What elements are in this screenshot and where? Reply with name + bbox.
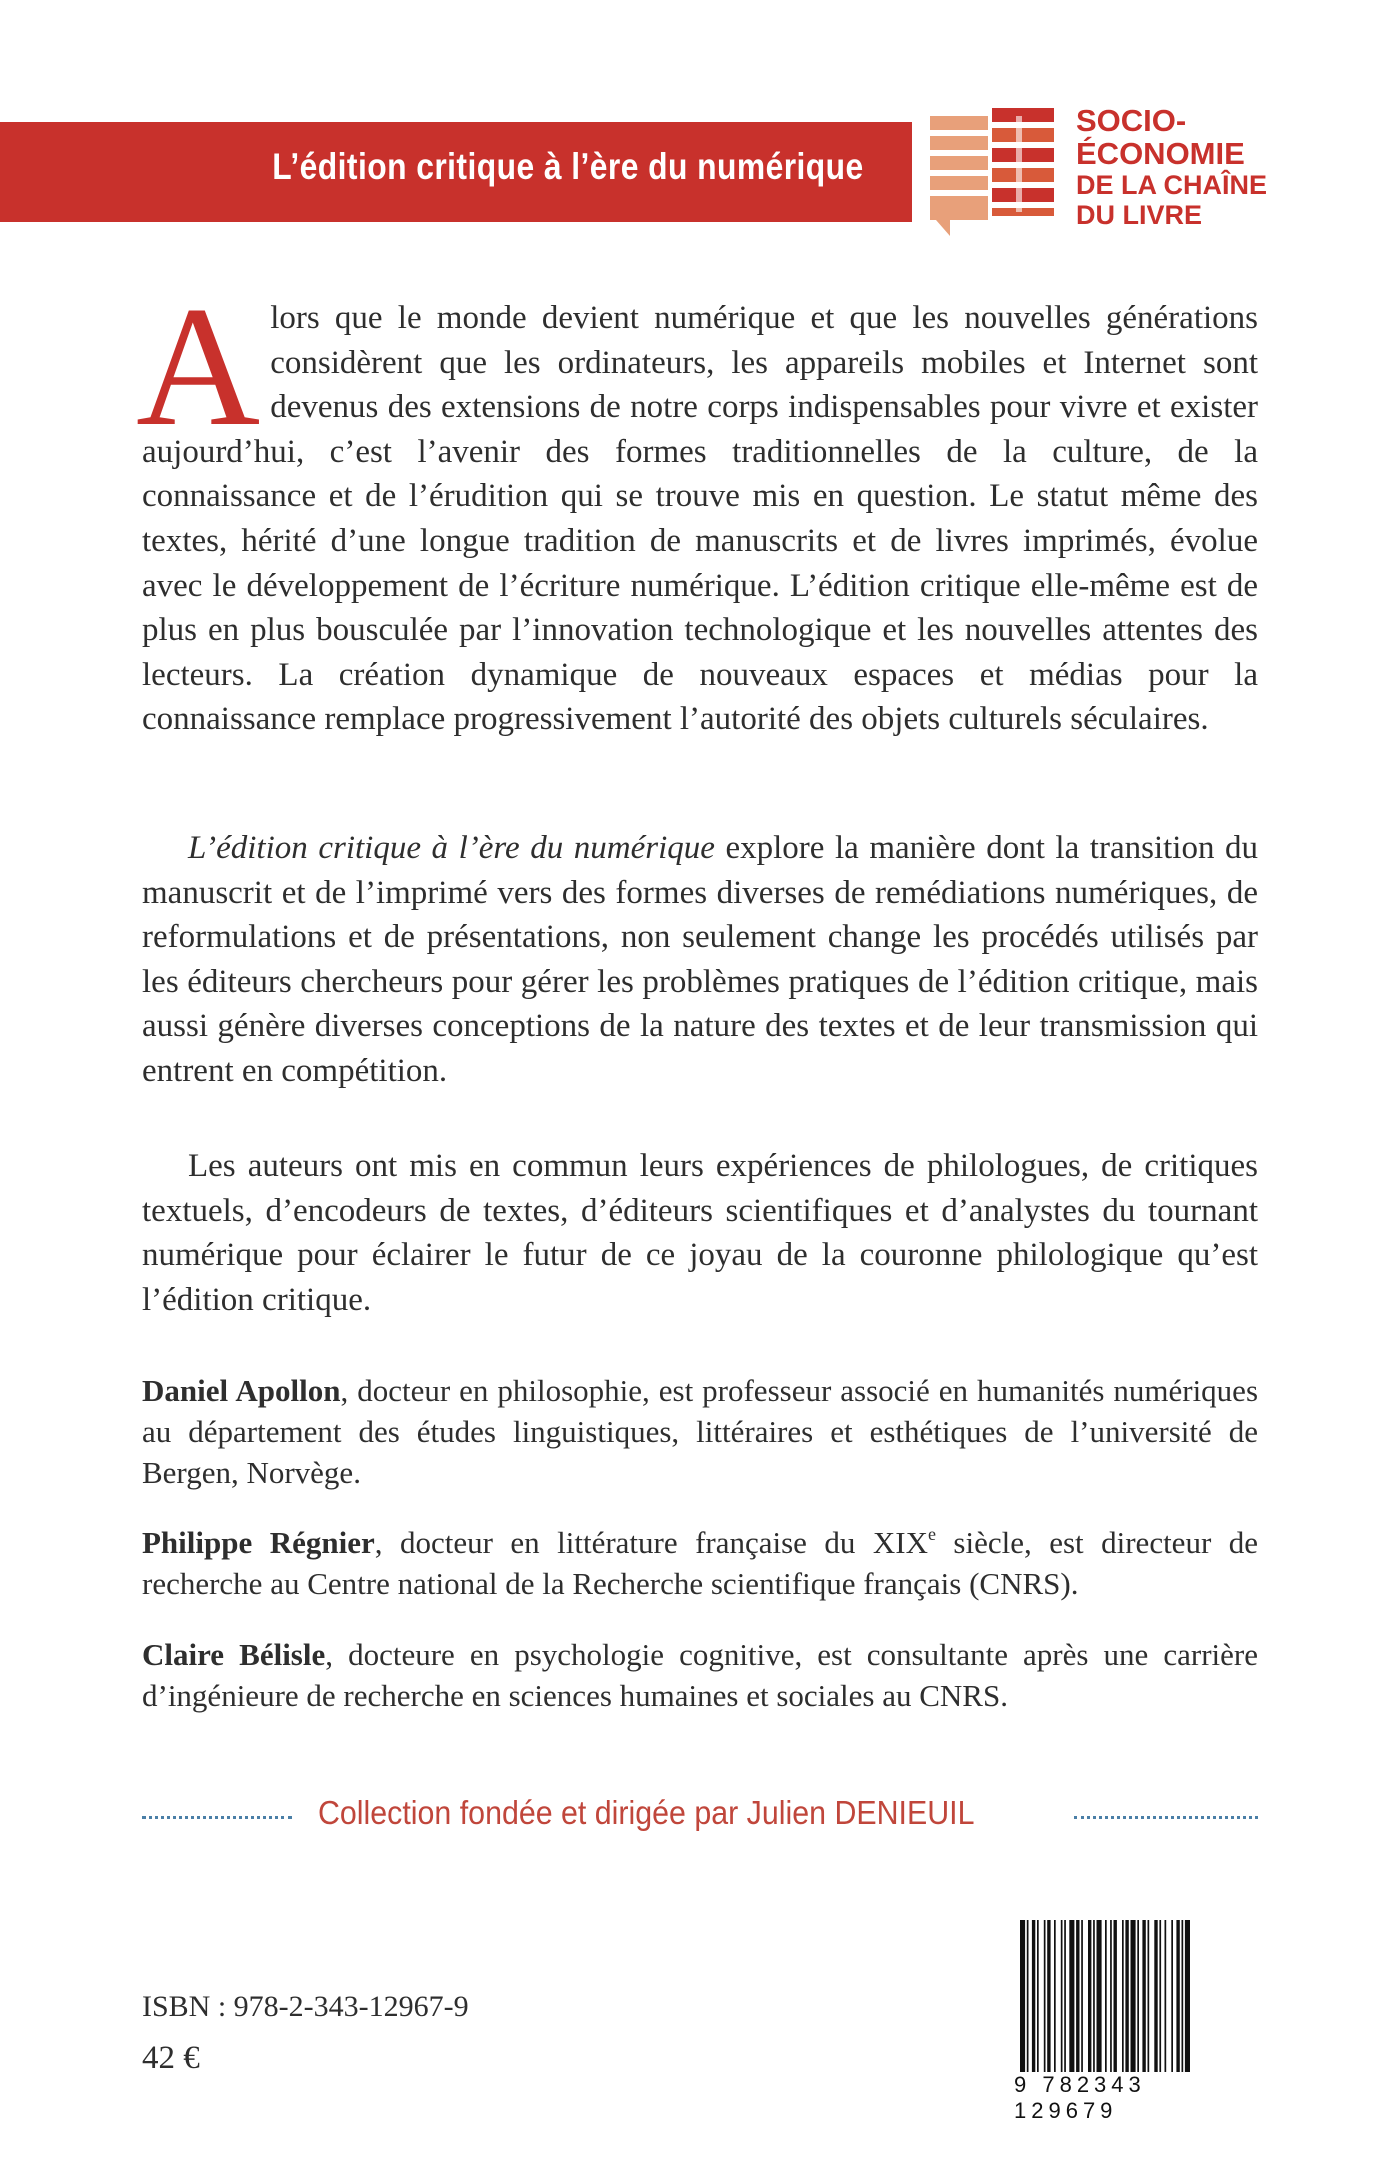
logo-line-4: DU LIVRE <box>1076 200 1203 230</box>
blurb-paragraph-1 <box>136 272 1258 742</box>
paragraph-2-text: explore la manière dont la transition du manuscrit et de l’imprimé vers des formes diverses de remédiations numériques, de reformulations et de présentations, non seulement change les procédés utilisés par les éditeurs chercheurs pour gérer les problèmes pratiques de l’édition critique, mais aussi génère diverses conceptions de la nature des textes et de leur transmission qui entrent en compétition. <box>142 830 1259 1089</box>
paragraph-1-text: lors que le monde devient numérique et que les nouvelles générations considèrent que les ordinateurs, les appareils mobiles et Internet sont devenus des extensions de notre corps indispensables pour vivre et exister aujourd’hui, c’est l’avenir des formes traditionnelles de la culture, de la connaissance et de l’érudition qui se trouve mis en question. Le statut même des textes, hérité d’une longue tradition de manuscrits et de livres imprimés, évolue avec le développement de l’écriture numérique. L’édition critique elle-même est de plus en plus bousculée par l’innovation technologique et les nouvelles attentes des lecteurs. La création dynamique de nouveaux espaces et médias pour la connaissance remplace progressivement l’autorité des objets culturels séculaires. <box>142 300 1258 738</box>
author-name: Philippe Régnier <box>142 1525 375 1560</box>
barcode-bars <box>1014 1920 1256 2080</box>
author-bio-2 <box>142 1522 1258 1604</box>
author-name: Claire Bélisle <box>142 1637 326 1672</box>
barcode-digits: 9 782343 129679 <box>1014 2072 1256 2124</box>
logo-line-2: ÉCONOMIE <box>1076 136 1245 171</box>
dotted-divider-left <box>142 1816 292 1819</box>
blurb-paragraph-2 <box>142 826 1258 1094</box>
header-band <box>0 122 912 222</box>
logo-line-3: DE LA CHAÎNE <box>1076 170 1268 200</box>
paragraph-2-title: L’édition critique à l’ère du numérique <box>188 830 715 866</box>
collection-line <box>142 1792 1258 1842</box>
barcode <box>1014 1920 1256 2123</box>
author-bio-text: , docteur en littérature française du XIX <box>374 1525 928 1560</box>
author-name: Daniel Apollon <box>142 1373 341 1408</box>
book-title: L’édition critique à l’ère du numérique <box>272 146 864 187</box>
drop-cap: A <box>136 272 261 462</box>
author-bio-1 <box>142 1370 1258 1493</box>
collection-logo <box>930 104 1380 244</box>
paragraph-3-text: Les auteurs ont mis en commun leurs expériences de philologues, de critiques textuels, d’encodeurs de textes, d’éditeurs scientifiques et d’analystes du tournant numérique pour éclairer le futur de ce joyau de la couronne philologique qu’est l’édition critique. <box>142 1148 1258 1318</box>
price: 42 € <box>142 2040 200 2076</box>
logo-line-1: SOCIO- <box>1076 103 1187 138</box>
dotted-divider-right <box>1074 1816 1258 1819</box>
isbn: ISBN : 978-2-343-12967-9 <box>142 1990 469 2023</box>
blurb-paragraph-3 <box>142 1144 1258 1322</box>
author-bio-3 <box>142 1634 1258 1716</box>
author-bio-text: siècle, est directeur de recherche au Centre national de la Recherche scientifique français (CNRS). <box>142 1525 1258 1601</box>
book-stack-speech-icon <box>930 108 1060 238</box>
author-bio-text: , docteure en psychologie cognitive, est consultante après une carrière d’ingénieure de recherche en sciences humaines et sociales au CNRS. <box>142 1637 1258 1713</box>
superscript: e <box>927 1524 936 1544</box>
collection-credit: Collection fondée et dirigée par Julien DENIEUIL <box>318 1794 975 1831</box>
author-bio-text: , docteur en philosophie, est professeur associé en humanités numériques au département des études linguistiques, littéraires et esthétiques de l’université de Bergen, Norvège. <box>142 1373 1259 1490</box>
